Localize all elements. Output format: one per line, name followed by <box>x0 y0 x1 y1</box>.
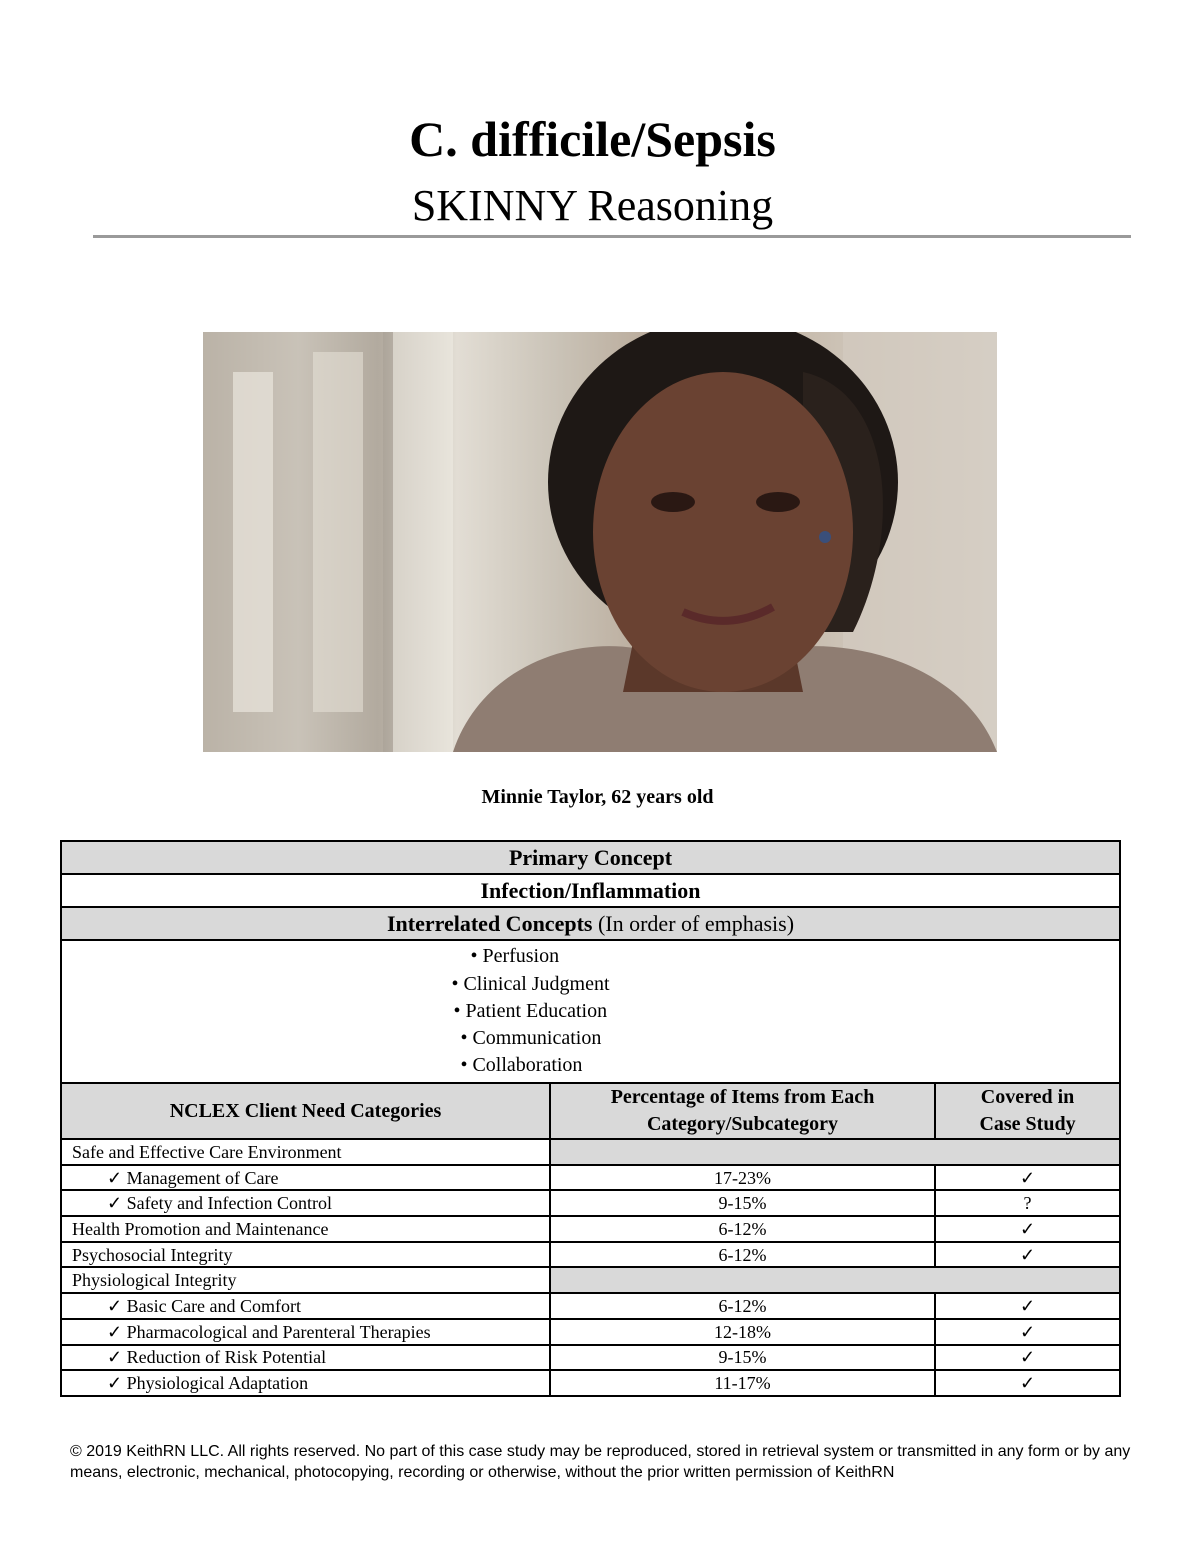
table-row <box>61 1139 1120 1165</box>
patient-portrait-photo <box>203 332 997 752</box>
table-row <box>61 1370 1120 1396</box>
row-section-fill <box>550 1139 1120 1165</box>
concept-table <box>60 840 1121 1397</box>
column-header-percentage <box>550 1083 935 1139</box>
table-row <box>61 1267 1120 1293</box>
covered-header-line2: Case Study <box>979 1113 1076 1135</box>
column-header-category: NCLEX Client Need Categories <box>61 1083 550 1139</box>
row-percentage: 6-12% <box>550 1293 935 1319</box>
row-covered: ✓ <box>935 1216 1120 1242</box>
row-section-fill <box>550 1267 1120 1293</box>
row-category: Physiological Integrity <box>61 1267 550 1293</box>
table-row <box>61 1165 1120 1191</box>
row-category: ✓ Safety and Infection Control <box>61 1190 550 1216</box>
interrelated-concepts-header <box>61 907 1120 940</box>
column-header-covered <box>935 1083 1120 1139</box>
percentage-header-line2: Category/Subcategory <box>646 1113 839 1135</box>
title-divider <box>93 235 1131 238</box>
row-category: ✓ Reduction of Risk Potential <box>61 1345 550 1371</box>
primary-concept-value: Infection/Inflammation <box>61 874 1120 907</box>
row-category: ✓ Pharmacological and Parenteral Therapies <box>61 1319 550 1345</box>
row-category: Health Promotion and Maintenance <box>61 1216 550 1242</box>
table-row <box>61 1190 1120 1216</box>
document-subtitle: SKINNY Reasoning <box>411 181 774 230</box>
interrelated-note: (In order of emphasis) <box>597 910 795 936</box>
table-row <box>61 1345 1120 1371</box>
table-row <box>61 1293 1120 1319</box>
percentage-header-line1: Percentage of Items from Each <box>610 1086 875 1108</box>
row-percentage: 9-15% <box>550 1190 935 1216</box>
concept-item: • Collaboration <box>460 1054 583 1077</box>
primary-concept-header: Primary Concept <box>61 841 1120 874</box>
row-covered: ✓ <box>935 1293 1120 1319</box>
concept-item: • Clinical Judgment <box>451 972 610 995</box>
row-percentage: 6-12% <box>550 1242 935 1268</box>
row-covered: ✓ <box>935 1165 1120 1191</box>
row-percentage: 9-15% <box>550 1345 935 1371</box>
row-covered: ✓ <box>935 1345 1120 1371</box>
table-row <box>61 1319 1120 1345</box>
interrelated-concepts-list <box>61 940 1120 1083</box>
row-percentage: 12-18% <box>550 1319 935 1345</box>
row-category: ✓ Basic Care and Comfort <box>61 1293 550 1319</box>
table-row <box>61 1216 1120 1242</box>
concept-item: • Communication <box>460 1027 602 1050</box>
patient-caption: Minnie Taylor, 62 years old <box>481 786 714 808</box>
table-row <box>61 1242 1120 1268</box>
row-covered: ✓ <box>935 1319 1120 1345</box>
row-percentage: 17-23% <box>550 1165 935 1191</box>
covered-header-line1: Covered in <box>980 1086 1075 1108</box>
row-percentage: 11-17% <box>550 1370 935 1396</box>
concept-item: • Perfusion <box>470 945 560 968</box>
row-category: ✓ Management of Care <box>61 1165 550 1191</box>
concept-item: • Patient Education <box>453 999 608 1022</box>
row-category: Psychosocial Integrity <box>61 1242 550 1268</box>
row-category: Safe and Effective Care Environment <box>61 1139 550 1165</box>
row-covered: ✓ <box>935 1370 1120 1396</box>
row-category: ✓ Physiological Adaptation <box>61 1370 550 1396</box>
interrelated-label: Interrelated Concepts <box>386 910 593 936</box>
copyright-footer: © 2019 KeithRN LLC. All rights reserved. No part of this case study may be reproduced, stored in retrieval system or transmitted in any form or by any means, electronic, mechanical, photocopying, recording or otherwise, without the prior written permission of KeithRN <box>70 1443 1131 1481</box>
row-percentage: 6-12% <box>550 1216 935 1242</box>
row-covered: ✓ <box>935 1242 1120 1268</box>
row-covered: ? <box>935 1190 1120 1216</box>
document-title: C. difficile/Sepsis <box>409 111 776 167</box>
